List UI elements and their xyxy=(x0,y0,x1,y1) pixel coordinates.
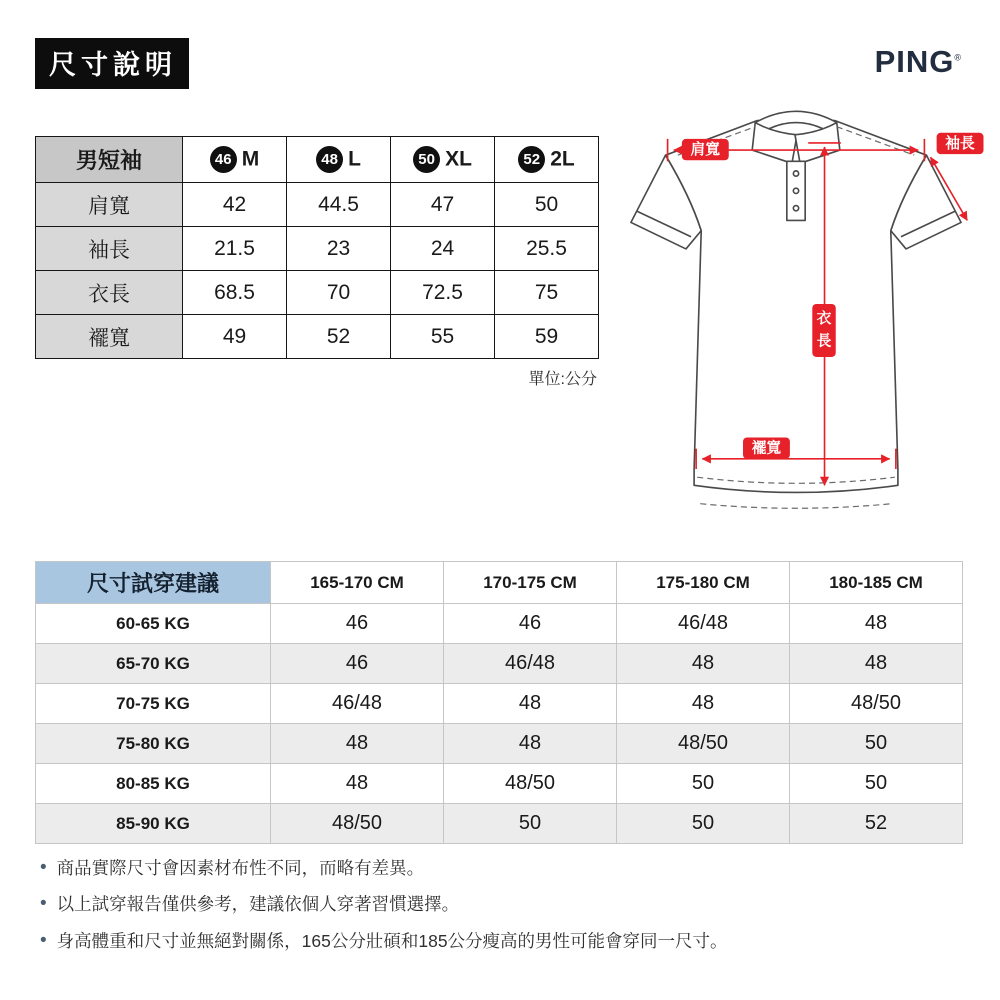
measure-value: 21.5 xyxy=(183,227,287,271)
measure-value: 23 xyxy=(287,227,391,271)
measure-value: 42 xyxy=(183,183,287,227)
measure-row-hem xyxy=(36,315,599,359)
weight-row-label: 80-85 KG xyxy=(36,764,271,804)
measure-value: 44.5 xyxy=(287,183,391,227)
size-letter-2l: 2L xyxy=(550,147,575,171)
weight-row-label: 70-75 KG xyxy=(36,684,271,724)
note-text: 身高體重和尺寸並無絕對關係，165公分壯碩和185公分瘦高的男性可能會穿同一尺寸。 xyxy=(56,930,728,951)
fit-value: 46 xyxy=(444,604,617,644)
brand-text: PING xyxy=(874,44,955,79)
fit-row xyxy=(36,684,963,724)
size-badge-50: 50 xyxy=(413,146,440,173)
garment-length-label-char2: 長 xyxy=(816,333,832,350)
measure-value: 70 xyxy=(287,271,391,315)
fit-value: 46 xyxy=(271,644,444,684)
weight-row-label: 85-90 KG xyxy=(36,804,271,844)
hem-width-label: 襬寬 xyxy=(751,440,782,457)
fit-value: 48 xyxy=(444,724,617,764)
measure-value: 49 xyxy=(183,315,287,359)
page-title: 尺寸說明 xyxy=(35,38,189,89)
fit-value: 48 xyxy=(790,604,963,644)
fit-value: 50 xyxy=(444,804,617,844)
fit-value: 50 xyxy=(790,764,963,804)
measure-value: 50 xyxy=(495,183,599,227)
fit-value: 46/48 xyxy=(444,644,617,684)
shoulder-width-label: 肩寬 xyxy=(690,142,721,159)
fit-value: 48/50 xyxy=(444,764,617,804)
polo-button xyxy=(793,206,798,211)
fit-table-title: 尺寸試穿建議 xyxy=(36,562,271,604)
weight-row-label: 75-80 KG xyxy=(36,724,271,764)
size-column-46 xyxy=(183,137,287,183)
measure-value: 25.5 xyxy=(495,227,599,271)
fit-value: 48/50 xyxy=(790,684,963,724)
measure-value: 24 xyxy=(391,227,495,271)
fit-value: 48 xyxy=(790,644,963,684)
measure-label: 衣長 xyxy=(36,271,183,315)
sleeve-length-label: 袖長 xyxy=(945,135,975,152)
measure-value: 59 xyxy=(495,315,599,359)
registered-mark: ® xyxy=(954,52,962,63)
garment-length-label-char1: 衣 xyxy=(816,311,832,328)
weight-row-label: 65-70 KG xyxy=(36,644,271,684)
polo-diagram xyxy=(602,92,990,520)
fit-value: 52 xyxy=(790,804,963,844)
measure-value: 75 xyxy=(495,271,599,315)
note-item xyxy=(40,929,970,954)
measure-label: 袖長 xyxy=(36,227,183,271)
fit-value: 48 xyxy=(271,724,444,764)
polo-diagram-svg xyxy=(602,92,990,520)
note-text: 以上試穿報告僅供參考，建議依個人穿著習慣選擇。 xyxy=(56,894,460,915)
fit-row xyxy=(36,804,963,844)
measure-row-sleeve xyxy=(36,227,599,271)
hem-back-panel-line xyxy=(700,504,892,509)
height-column-header: 175-180 CM xyxy=(617,562,790,604)
fit-value: 50 xyxy=(617,764,790,804)
size-badge-52: 52 xyxy=(518,146,545,173)
polo-button xyxy=(793,188,798,193)
measure-label: 襬寬 xyxy=(36,315,183,359)
note-item xyxy=(40,892,970,917)
measure-value: 47 xyxy=(391,183,495,227)
size-column-52 xyxy=(495,137,599,183)
fit-value: 46 xyxy=(271,604,444,644)
fit-value: 48 xyxy=(444,684,617,724)
size-badge-48: 48 xyxy=(316,146,343,173)
fit-row xyxy=(36,724,963,764)
fit-value: 48/50 xyxy=(271,804,444,844)
fit-row xyxy=(36,604,963,644)
fit-value: 50 xyxy=(790,724,963,764)
note-item xyxy=(40,856,970,881)
polo-button xyxy=(793,171,798,176)
note-text: 商品實際尺寸會因素材布性不同，而略有差異。 xyxy=(56,858,425,878)
height-column-header: 170-175 CM xyxy=(444,562,617,604)
fit-row xyxy=(36,644,963,684)
size-letter-l: L xyxy=(348,147,361,171)
size-column-48 xyxy=(287,137,391,183)
measure-value: 55 xyxy=(391,315,495,359)
measure-value: 68.5 xyxy=(183,271,287,315)
fit-row xyxy=(36,764,963,804)
measure-value: 52 xyxy=(287,315,391,359)
fit-value: 46/48 xyxy=(271,684,444,724)
size-column-50 xyxy=(391,137,495,183)
size-letter-xl: XL xyxy=(445,147,472,171)
size-table-title: 男短袖 xyxy=(36,137,183,183)
fit-value: 48 xyxy=(617,684,790,724)
size-badge-46: 46 xyxy=(210,146,237,173)
fit-value: 48 xyxy=(271,764,444,804)
fit-value: 50 xyxy=(617,804,790,844)
footnotes xyxy=(40,856,970,965)
size-letter-m: M xyxy=(241,147,260,171)
height-column-header: 165-170 CM xyxy=(271,562,444,604)
unit-note: 單位:公分 xyxy=(528,371,597,388)
fit-value: 48/50 xyxy=(617,724,790,764)
weight-row-label: 60-65 KG xyxy=(36,604,271,644)
fit-table xyxy=(35,561,963,844)
size-table xyxy=(35,136,599,359)
measure-value: 72.5 xyxy=(391,271,495,315)
height-column-header: 180-185 CM xyxy=(790,562,963,604)
measure-row-shoulder xyxy=(36,183,599,227)
bullet-icon: • xyxy=(40,893,47,915)
fit-value: 48 xyxy=(617,644,790,684)
fit-value: 46/48 xyxy=(617,604,790,644)
size-table-header-row xyxy=(36,137,599,183)
bullet-icon: • xyxy=(40,857,47,878)
measure-label: 肩寬 xyxy=(36,183,183,227)
fit-table-header-row xyxy=(36,562,963,604)
bullet-icon: • xyxy=(40,929,47,951)
measure-row-length xyxy=(36,271,599,315)
brand-logo xyxy=(875,44,962,80)
